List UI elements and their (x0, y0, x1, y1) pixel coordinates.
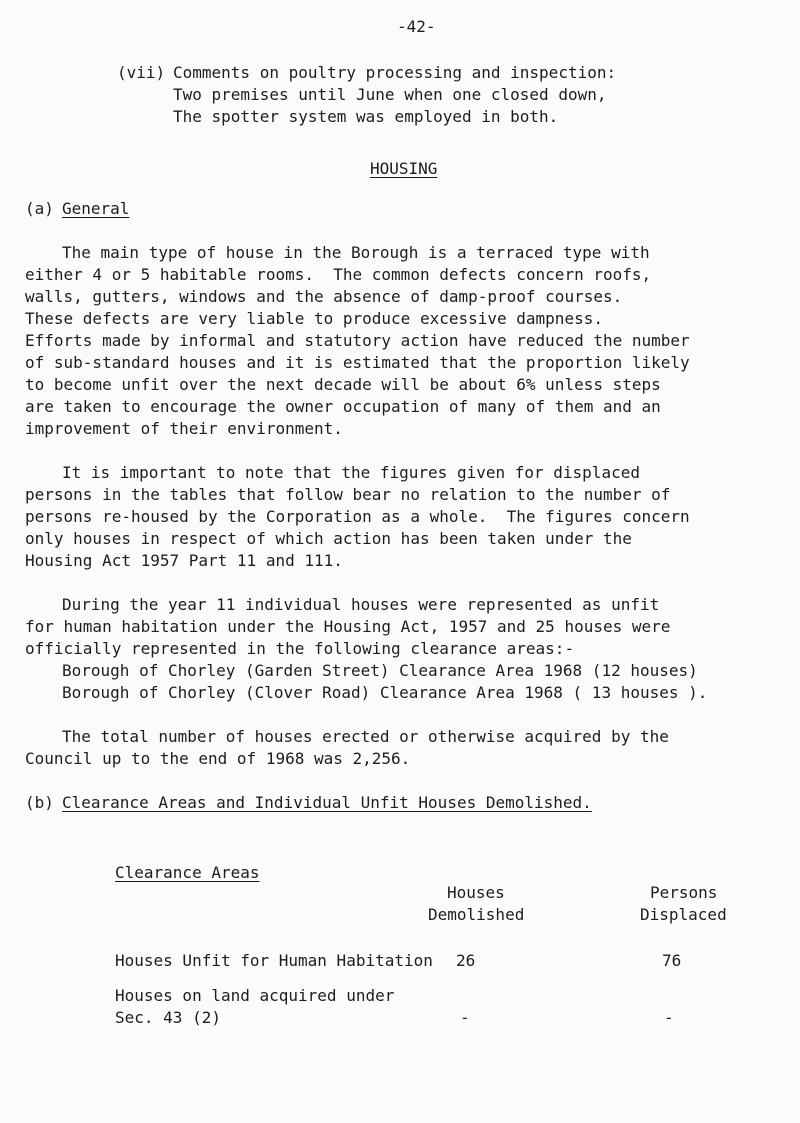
col-header-persons-line-1: Persons (650, 883, 718, 902)
poultry-line-1: Comments on poultry processing and inspection: (173, 63, 617, 82)
general-para2-line-5: Housing Act 1957 Part 11 and 111. (25, 551, 343, 570)
general-para1-line-6: of sub-standard houses and it is estimated that the proportion likely (25, 353, 690, 372)
row-unfit-label: Houses Unfit for Human Habitation (115, 951, 433, 970)
row-land-persons: - (664, 1008, 674, 1027)
general-para3-line-5: Borough of Chorley (Clover Road) Clearance Area 1968 ( 13 houses ). (62, 683, 708, 702)
clearance-subheading: Clearance Areas (115, 863, 260, 882)
general-marker: (a) (25, 199, 54, 218)
general-para4-line-2: Council up to the end of 1968 was 2,256. (25, 749, 411, 768)
poultry-line-3: The spotter system was employed in both. (173, 107, 559, 126)
general-para4-line-1: The total number of houses erected or otherwise acquired by the (62, 727, 669, 746)
general-para3-line-4: Borough of Chorley (Garden Street) Clearance Area 1968 (12 houses) (62, 661, 698, 680)
page-number: -42- (397, 17, 436, 36)
clearance-marker: (b) (25, 793, 54, 812)
poultry-marker: (vii) (117, 63, 166, 82)
general-para3-line-2: for human habitation under the Housing Act, 1957 and 25 houses were (25, 617, 671, 636)
general-para3-line-3: officially represented in the following clearance areas:- (25, 639, 575, 658)
row-unfit-houses: 26 (456, 951, 476, 970)
poultry-line-2: Two premises until June when one closed down, (173, 85, 607, 104)
general-para2-line-1: It is important to note that the figures given for displaced (62, 463, 640, 482)
row-land-houses: - (460, 1008, 470, 1027)
row-unfit-persons: 76 (662, 951, 682, 970)
general-para1-line-5: Efforts made by informal and statutory action have reduced the number (25, 331, 690, 350)
col-header-houses-line-2: Demolished (428, 905, 525, 924)
col-header-houses-line-1: Houses (447, 883, 505, 902)
general-para1-line-9: improvement of their environment. (25, 419, 343, 438)
housing-heading: HOUSING (370, 159, 438, 178)
general-title: General (62, 199, 130, 218)
general-para1-line-4: These defects are very liable to produce excessive dampness. (25, 309, 603, 328)
row-land-label-line-2: Sec. 43 (2) (115, 1008, 221, 1027)
general-para1-line-8: are taken to encourage the owner occupation of many of them and an (25, 397, 661, 416)
general-para1-line-3: walls, gutters, windows and the absence of damp-proof courses. (25, 287, 623, 306)
col-header-persons-line-2: Displaced (640, 905, 727, 924)
general-para1-line-7: to become unfit over the next decade will be about 6% unless steps (25, 375, 661, 394)
general-para2-line-4: only houses in respect of which action has been taken under the (25, 529, 632, 548)
clearance-title: Clearance Areas and Individual Unfit Houses Demolished. (62, 793, 592, 812)
general-para1-line-2: either 4 or 5 habitable rooms. The common defects concern roofs, (25, 265, 652, 284)
general-para2-line-3: persons re-housed by the Corporation as a whole. The figures concern (25, 507, 690, 526)
general-para3-line-1: During the year 11 individual houses were represented as unfit (62, 595, 660, 614)
row-land-label-line-1: Houses on land acquired under (115, 986, 395, 1005)
general-para1-line-1: The main type of house in the Borough is a terraced type with (62, 243, 650, 262)
general-para2-line-2: persons in the tables that follow bear no relation to the number of (25, 485, 671, 504)
